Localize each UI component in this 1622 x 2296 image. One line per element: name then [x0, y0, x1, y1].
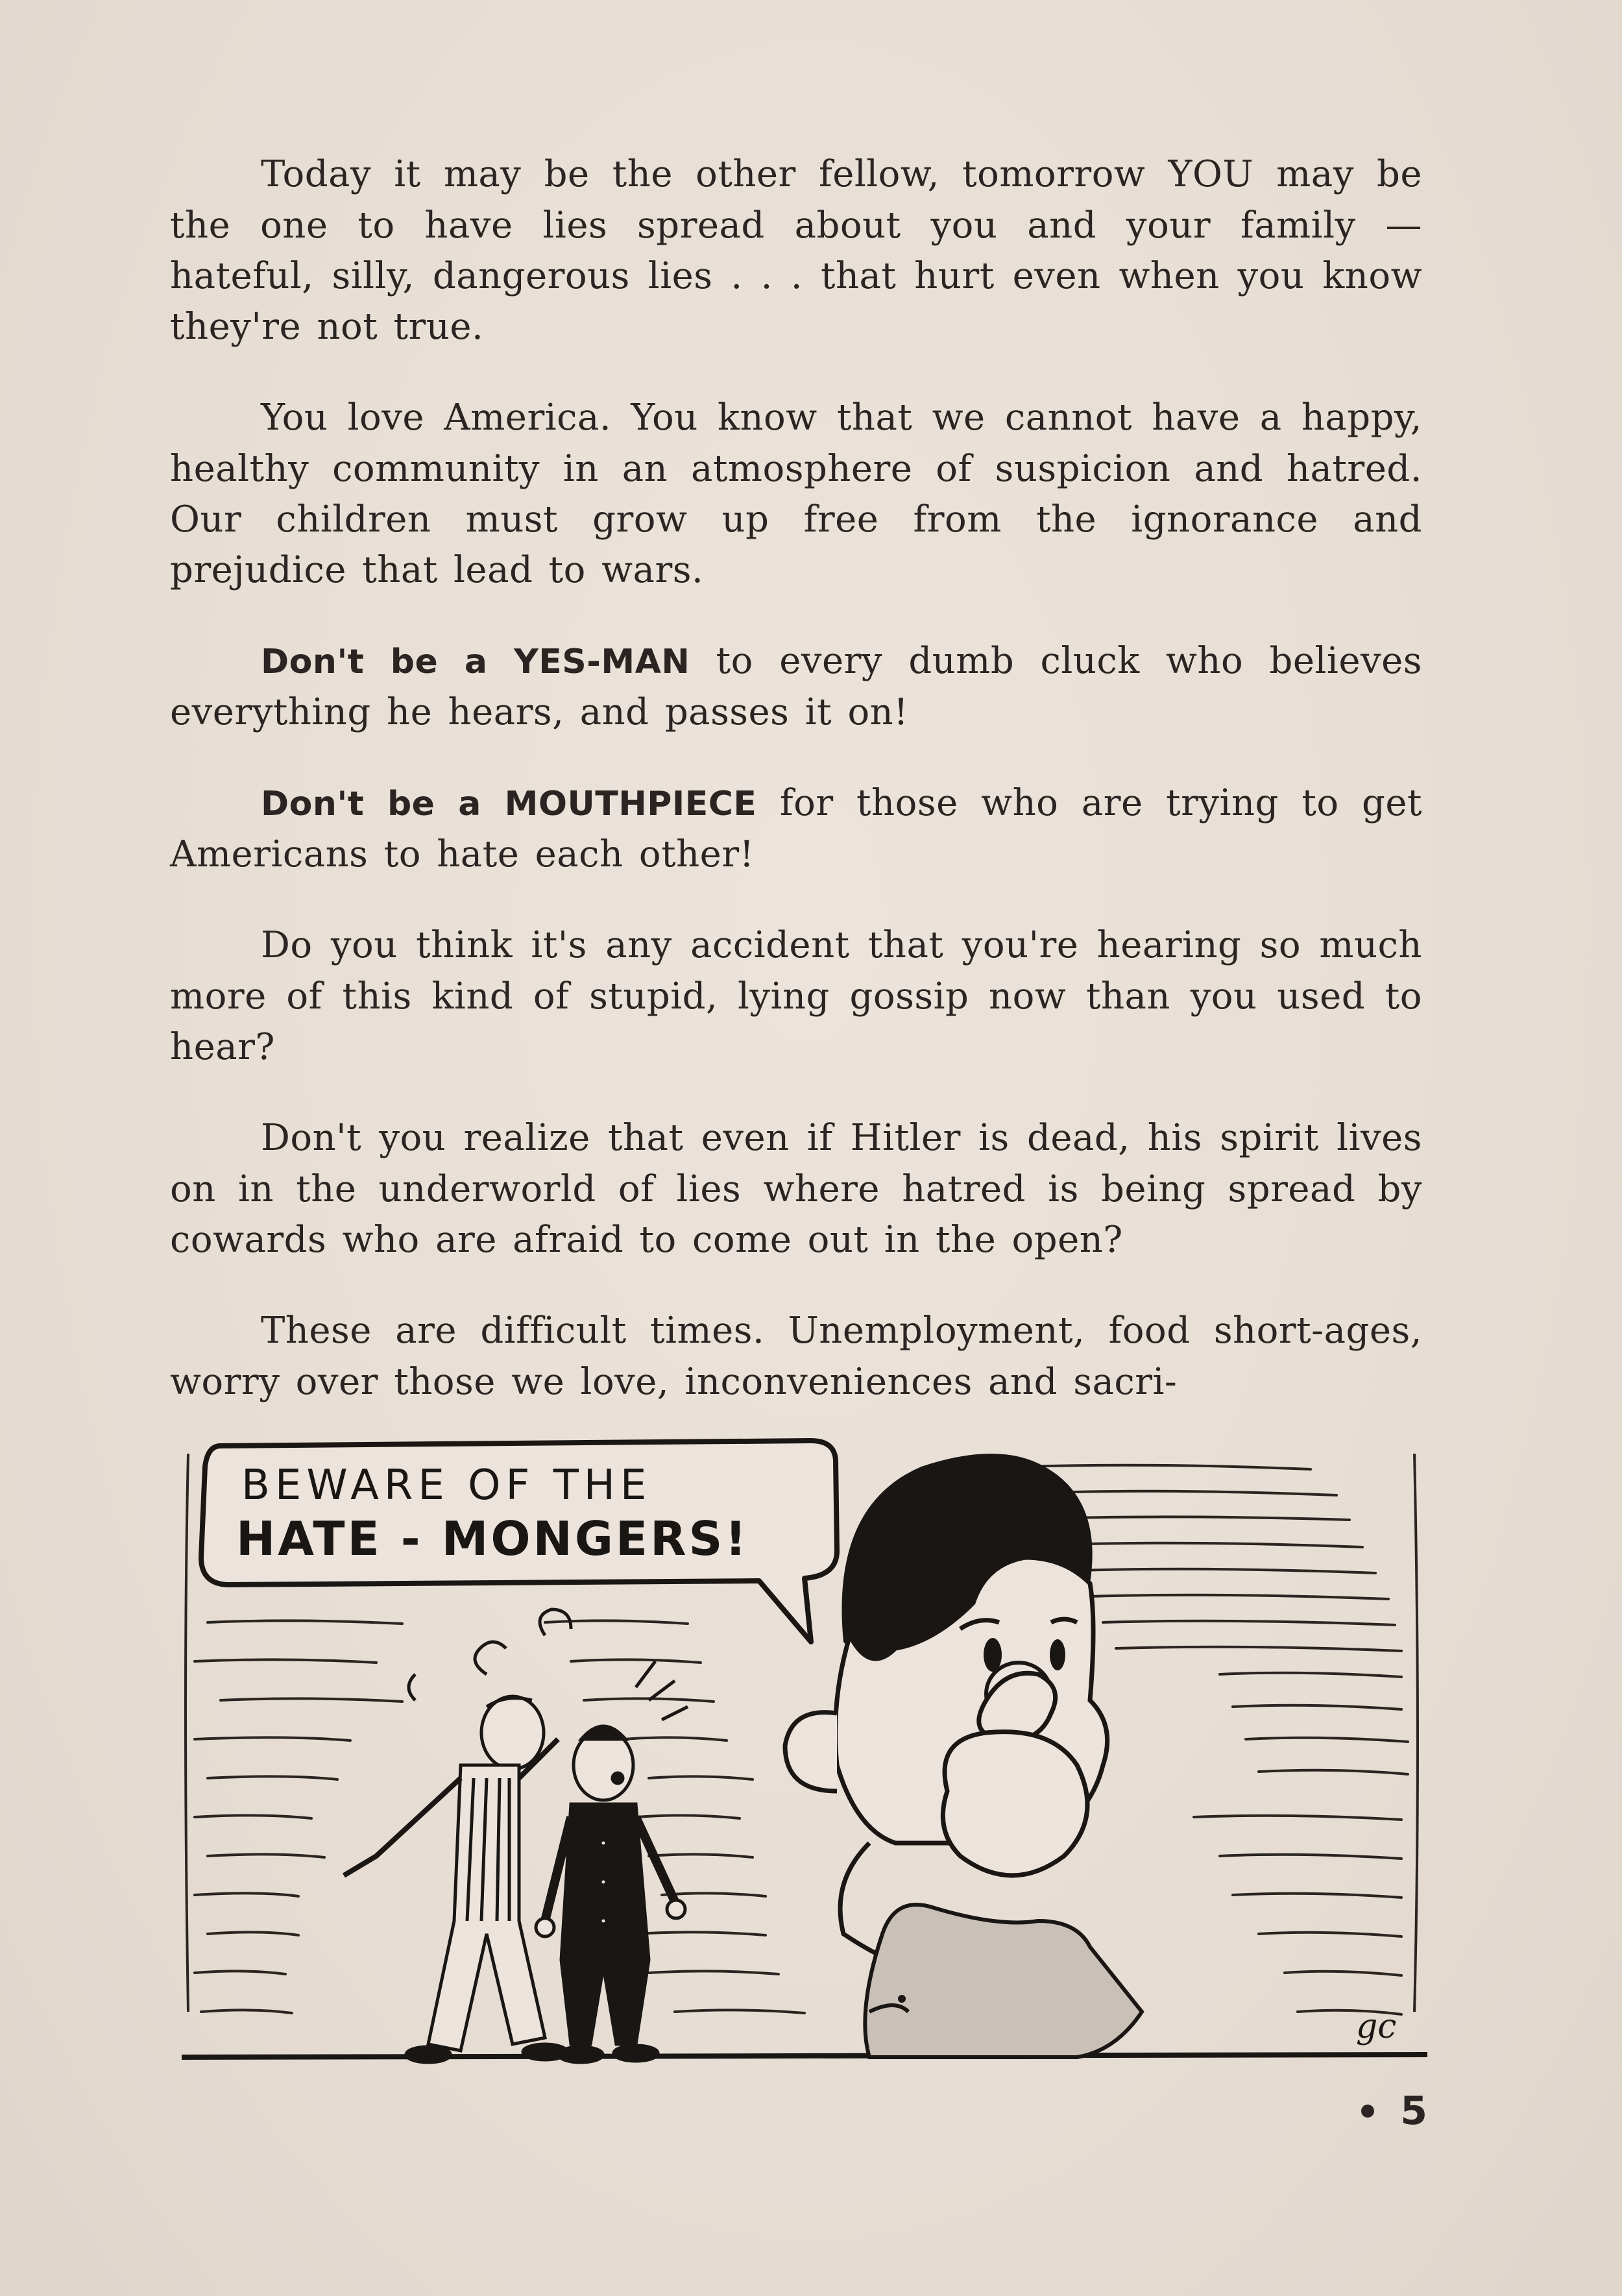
artist-signature: gc [1356, 2007, 1397, 2046]
paragraph-1-text: Today it may be the other fellow, tomorrow YOU may be the one to have lies spread about you and your family — hateful, silly, dangerous lies . . . that hurt even when you know they're not true. [170, 153, 1422, 348]
paragraph-4-text: for those who are trying to get Americans to hate each other! [170, 782, 1423, 875]
paragraph-3-lead: Don't be a YES-MAN [261, 642, 690, 681]
frame-right-edge [1414, 1454, 1418, 2012]
paragraph-5-text: Do you think it's any accident that you're hearing so much more of this kind of stupid, lying gossip now than you used to hear? [170, 924, 1422, 1068]
paragraph-6-text: Don't you realize that even if Hitler is dead, his spirit lives on in the underworld of lies where hatred is being spread by cowards who are afraid to come out in the open? [170, 1117, 1422, 1261]
paragraph-1 [170, 149, 1422, 352]
paragraph-2-text: You love America. You know that we cannot have a happy, healthy community in an atmosphere of suspicion and hatred. Our children must grow up free from the ignorance and prejudice that lead to wars. [170, 397, 1422, 591]
whispering-man-figure [344, 1609, 571, 2062]
paragraph-4 [170, 778, 1422, 880]
body-text [170, 149, 1422, 1448]
speech-balloon [201, 1441, 837, 1642]
paragraph-7-text: These are difficult times. Unemployment, food short-ages, worry over those we love, inconveniences and sacri- [170, 1310, 1422, 1403]
ground-line [182, 2055, 1427, 2057]
frame-left-edge [186, 1454, 188, 2012]
paragraph-4-lead: Don't be a MOUTHPIECE [261, 785, 757, 824]
paragraph-6 [170, 1113, 1422, 1265]
paragraph-3-text: to every dumb cluck who believes everything he hears, and passes it on! [170, 640, 1423, 733]
balloon-line-1: BEWARE OF THE [241, 1461, 652, 1509]
page-number-value: 5 [1400, 2088, 1427, 2134]
bullet-icon [1361, 2105, 1374, 2118]
page-number [1361, 2088, 1427, 2134]
paragraph-7 [170, 1306, 1422, 1408]
hate-mongers-cartoon [182, 1428, 1427, 2083]
paragraph-5 [170, 920, 1422, 1073]
balloon-line-2: HATE - MONGERS! [236, 1511, 749, 1566]
listening-man-figure [536, 1661, 688, 2062]
paragraph-2 [170, 393, 1422, 596]
paragraph-3 [170, 636, 1422, 738]
